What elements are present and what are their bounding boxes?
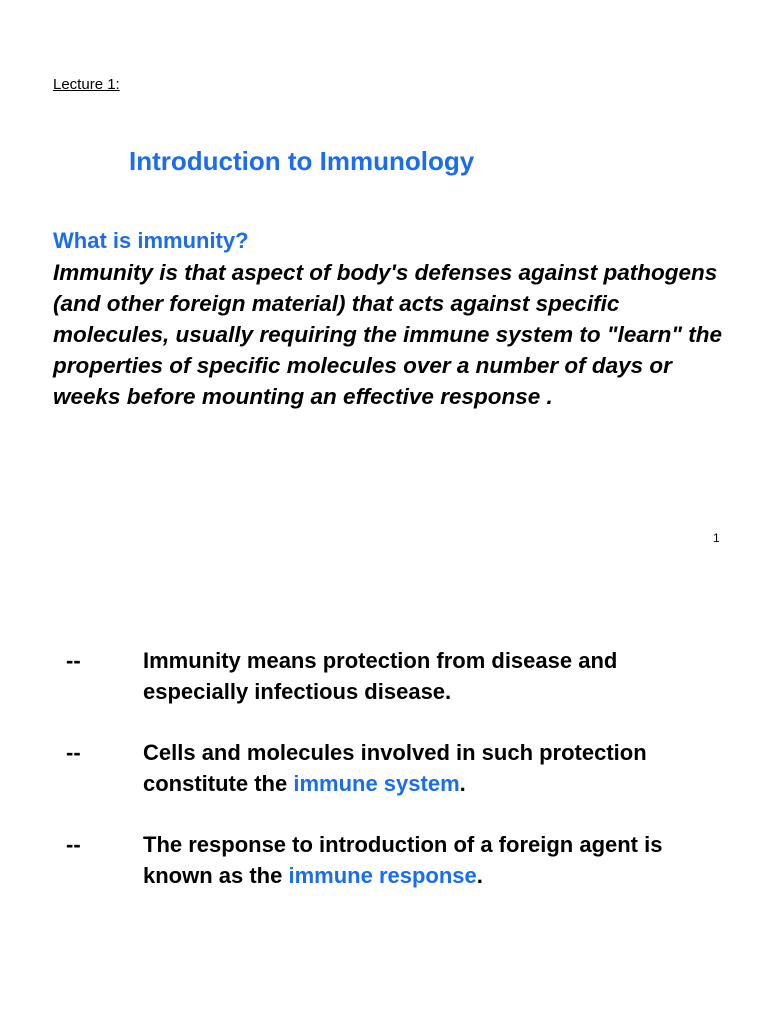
definition-paragraph: Immunity is that aspect of body's defenses against pathogens (and other foreign material) that acts against specific molecules, usually requiring the immune system to "learn" the properties of specific molecules over a number of days or weeks before mounting an effective response .	[53, 260, 723, 409]
bullet-text	[143, 829, 723, 891]
bullet-text-after: .	[459, 771, 466, 796]
bullet-text	[143, 737, 723, 799]
lecture-label: Lecture 1:	[53, 76, 120, 93]
bullet-dash: --	[66, 832, 81, 857]
bullet-dash: --	[66, 740, 81, 765]
bullet-text-before: Immunity means protection from disease and especially infectious disease.	[143, 648, 618, 704]
bullet-text-after: .	[476, 863, 483, 888]
question-heading: What is immunity?	[53, 228, 249, 253]
bullet-dash: --	[66, 648, 81, 673]
bullet-text-before: The response to introduction of a foreign agent is known as the	[143, 832, 663, 888]
bullet-text	[143, 645, 723, 707]
highlighted-term: immune response	[288, 863, 477, 888]
bullet-text-before: Cells and molecules involved in such protection constitute the	[143, 740, 647, 796]
slide-title: Introduction to Immunology	[129, 146, 475, 176]
highlighted-term: immune system	[293, 771, 460, 796]
page-number: 1	[713, 531, 720, 545]
